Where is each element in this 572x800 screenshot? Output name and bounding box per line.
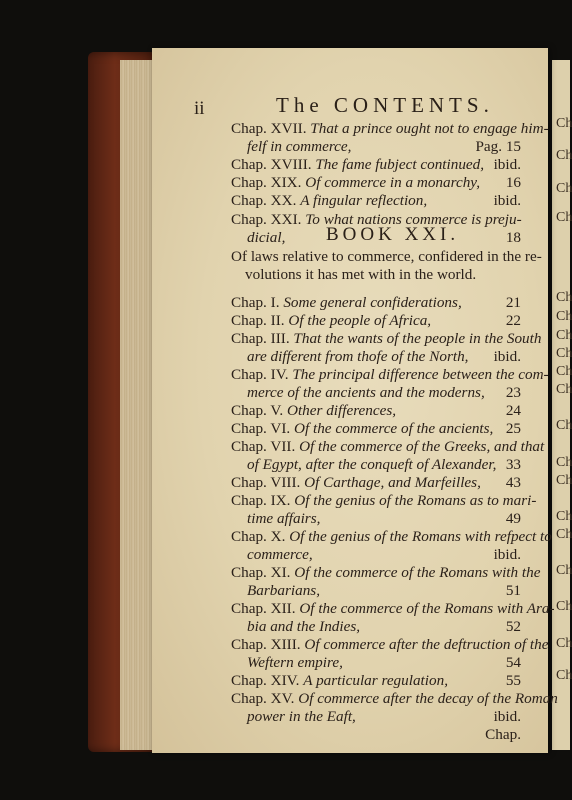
catchword: Chap.: [485, 726, 521, 743]
chapter-title-continued: felf in commerce,: [247, 138, 352, 155]
book-heading: BOOK XXI.: [326, 224, 460, 245]
page-reference: 23: [505, 384, 521, 401]
chapter-number: Chap. VII.: [231, 438, 296, 455]
chapter-title: A fingular reflection,: [300, 192, 428, 209]
chapter-number: Chap. XVII.: [231, 120, 307, 137]
page-reference: 25: [505, 420, 521, 437]
toc-entry: [231, 636, 549, 654]
chapter-number: Chap. XII.: [231, 600, 296, 617]
adjacent-page: [552, 60, 570, 750]
page-reference: 22: [505, 312, 521, 329]
chapter-number: Chap. XIV.: [231, 672, 300, 689]
chapter-number: Chap. XI.: [231, 564, 291, 581]
chapter-title: That the wants of the people in the South: [293, 330, 542, 347]
book-summary-continued: volutions it has met with in the world.: [245, 266, 477, 283]
toc-entry: [231, 528, 552, 546]
page-reference: 49: [505, 510, 521, 527]
chapter-number: Chap. VIII.: [231, 474, 301, 491]
page-reference: 54: [505, 654, 521, 671]
adjacent-page-fragment: Ch: [556, 636, 572, 651]
toc-entry: [231, 474, 521, 492]
chapter-number: Chap. III.: [231, 330, 290, 347]
chapter-title: Of the genius of the Romans with refpect to: [289, 528, 552, 545]
toc-entry: [231, 672, 521, 690]
page-reference: 33: [505, 456, 521, 473]
chapter-number: Chap. XX.: [231, 192, 297, 209]
toc-entry: [231, 156, 521, 174]
page-reference: 52: [505, 618, 521, 635]
chapter-number: Chap. XVIII.: [231, 156, 312, 173]
chapter-title: Of the commerce of the Greeks, and that: [299, 438, 545, 455]
toc-entry-continued: [247, 546, 521, 564]
chapter-number: Chap. XIX.: [231, 174, 302, 191]
page-reference: 51: [505, 582, 521, 599]
adjacent-page-fragment: Ch: [556, 563, 572, 578]
adjacent-page-fragment: Ch: [556, 210, 572, 225]
page-reference: ibid.: [493, 192, 521, 209]
toc-entry-continued: [247, 582, 521, 600]
chapter-title: Of commerce after the deftruction of the: [304, 636, 549, 653]
toc-entry: [231, 420, 521, 438]
toc-entry: [231, 492, 537, 510]
toc-entry-continued: [247, 384, 521, 402]
adjacent-page-fragment: Ch: [556, 527, 572, 542]
chapter-title-continued: bia and the Indies,: [247, 618, 361, 635]
chapter-title-continued: of Egypt, after the conqueft of Alexander,: [247, 456, 497, 473]
page-reference: 16: [505, 174, 521, 191]
chapter-title-continued: time affairs,: [247, 510, 321, 527]
page-number: ii: [194, 98, 205, 119]
toc-entry: [231, 294, 521, 312]
adjacent-page-fragment: Ch: [556, 382, 572, 397]
chapter-title: Some general confiderations,: [283, 294, 462, 311]
toc-entry-continued: [247, 708, 521, 726]
toc-entry-continued: [247, 138, 521, 156]
chapter-title: Of the commerce of the Romans with Ara-: [299, 600, 555, 617]
toc-entry: [231, 600, 555, 618]
chapter-title: Of the commerce of the ancients,: [294, 420, 494, 437]
chapter-title: Of the people of Africa,: [288, 312, 432, 329]
chapter-title: Of the genius of the Romans as to mari-: [294, 492, 537, 509]
chapter-number: Chap. VI.: [231, 420, 291, 437]
adjacent-page-fragment: Ch: [556, 116, 572, 131]
adjacent-page-fragment: Ch: [556, 473, 572, 488]
toc-entry-continued: [247, 654, 521, 672]
chapter-number: Chap. X.: [231, 528, 286, 545]
page-reference: 55: [505, 672, 521, 689]
toc-entry: [231, 120, 549, 138]
page-reference: 18: [505, 229, 521, 246]
chapter-title: Of Carthage, and Marfeilles,: [304, 474, 481, 491]
page-reference: ibid.: [493, 348, 521, 365]
chapter-title-continued: commerce,: [247, 546, 313, 563]
toc-entry: [231, 192, 521, 210]
toc-entry: [231, 174, 521, 192]
chapter-title-continued: are different from thofe of the North,: [247, 348, 469, 365]
chapter-title-continued: Barbarians,: [247, 582, 320, 599]
chapter-number: Chap. V.: [231, 402, 284, 419]
chapter-title: Of commerce after the decay of the Roman: [298, 690, 558, 707]
toc-entry: [231, 438, 545, 456]
page-reference: 43: [505, 474, 521, 491]
chapter-title: That a prince ought not to engage him-: [310, 120, 549, 137]
adjacent-page-fragment: Ch: [556, 290, 572, 305]
adjacent-page-fragment: Ch: [556, 148, 572, 163]
chapter-title-continued: power in the Eaft,: [247, 708, 356, 725]
toc-entry-continued: [247, 348, 521, 366]
page-reference: 21: [505, 294, 521, 311]
chapter-title-continued: Weftern empire,: [247, 654, 343, 671]
chapter-number: Chap. IX.: [231, 492, 291, 509]
chapter-title: The fame fubject continued,: [315, 156, 485, 173]
chapter-number: Chap. XXI.: [231, 211, 302, 228]
page-reference: ibid.: [493, 708, 521, 725]
book-summary: Of laws relative to commerce, confidered in the re-: [231, 248, 542, 265]
chapter-title: Of the commerce of the Romans with the: [294, 564, 541, 581]
toc-entry-continued: [247, 456, 521, 474]
page-reference: ibid.: [493, 156, 521, 173]
chapter-number: Chap. I.: [231, 294, 280, 311]
adjacent-page-fragment: Ch: [556, 455, 572, 470]
adjacent-page-fragment: Ch: [556, 668, 572, 683]
toc-entry-continued: [247, 618, 521, 636]
chapter-title: To what nations commerce is preju-: [305, 211, 522, 228]
adjacent-page-fragment: Ch: [556, 418, 572, 433]
chapter-title-continued: dicial,: [247, 229, 286, 246]
toc-entry: [231, 402, 521, 420]
adjacent-page-fragment: Ch: [556, 328, 572, 343]
chapter-title-continued: merce of the ancients and the moderns,: [247, 384, 485, 401]
page-reference: Pag. 15: [475, 138, 521, 155]
toc-entry: [231, 564, 541, 582]
toc-entry-continued: [247, 510, 521, 528]
adjacent-page-fragment: Ch: [556, 181, 572, 196]
chapter-title: The principal difference between the com-: [292, 366, 549, 383]
adjacent-page-fragment: Ch: [556, 309, 572, 324]
page-reference: ibid.: [493, 546, 521, 563]
adjacent-page-fragment: Ch: [556, 599, 572, 614]
chapter-title: A particular regulation,: [303, 672, 448, 689]
toc-entry: [231, 312, 521, 330]
chapter-number: Chap. IV.: [231, 366, 289, 383]
toc-entry: [231, 690, 558, 708]
chapter-title: Other differences,: [286, 402, 397, 419]
adjacent-page-fragment: Ch: [556, 346, 572, 361]
page-title: The CONTENTS.: [276, 93, 494, 117]
chapter-title: Of commerce in a monarchy,: [305, 174, 481, 191]
page-reference: 24: [505, 402, 521, 419]
toc-entry: [231, 366, 549, 384]
chapter-number: Chap. II.: [231, 312, 285, 329]
chapter-number: Chap. XV.: [231, 690, 295, 707]
toc-entry: [231, 330, 542, 348]
adjacent-page-fragment: Ch: [556, 509, 572, 524]
chapter-number: Chap. XIII.: [231, 636, 301, 653]
adjacent-page-fragment: Ch: [556, 364, 572, 379]
